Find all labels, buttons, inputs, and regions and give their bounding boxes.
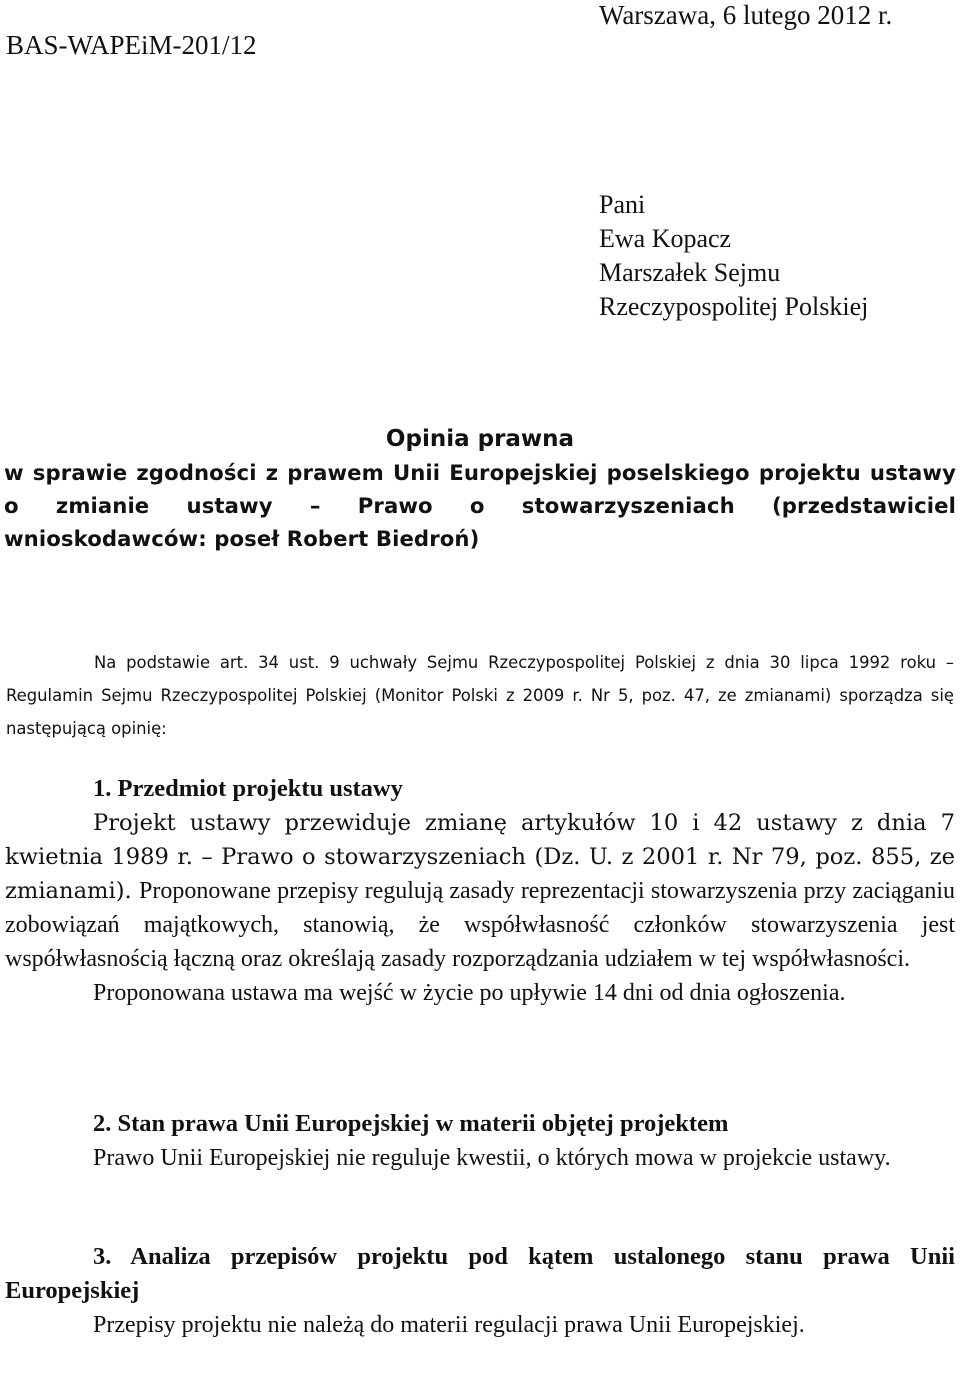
section-1-heading: 1. Przedmiot projektu ustawy <box>93 775 403 802</box>
section-1-paragraph-2: Proponowana ustawa ma wejść w życie po upływie 14 dni od dnia ogłoszenia. <box>93 980 846 1006</box>
addressee-salutation: Pani <box>599 190 646 219</box>
section-1-paragraph-1-part-b: Proponowane przepisy regulują zasady reprezentacji stowarzyszenia przy zaciąganiu zobowiązań majątkowych, stanowią, że współwłasność członków stowarzyszenia jest współwłasnością łączną oraz określają zasady rozporządzania udziałem w tej współwłasności. <box>5 878 955 972</box>
document-date: Warszawa, 6 lutego 2012 r. <box>599 0 893 30</box>
document-reference-number: BAS-WAPEiM-201/12 <box>6 30 257 60</box>
section-2-paragraph-1: Prawo Unii Europejskiej nie reguluje kwestii, o których mowa w projekcie ustawy. <box>93 1145 891 1171</box>
section-1-paragraph-1-part-a: Projekt ustawy przewiduje zmianę artykułów 10 i 42 ustawy z dnia 7 kwietnia 1989 r. – Prawo o stowarzyszeniach (Dz. U. z 2001 r. Nr 79, poz. 855, ze zmianami). <box>5 810 955 904</box>
opinion-title: Opinia prawna <box>385 426 575 452</box>
addressee-block <box>599 188 868 324</box>
section-2 <box>5 1107 955 1175</box>
addressee-institution: Rzeczypospolitej Polskiej <box>599 292 869 321</box>
intro-paragraph: Na podstawie art. 34 ust. 9 uchwały Sejmu Rzeczypospolitej Polskiej z dnia 30 lipca 1992 roku – Regulamin Sejmu Rzeczypospolitej Polskiej (Monitor Polski z 2009 r. Nr 5, poz. 47, ze zmianami) sporządza się następującą opinię: <box>6 653 954 738</box>
addressee-name: Ewa Kopacz <box>599 224 732 253</box>
section-3 <box>5 1240 955 1342</box>
section-3-paragraph-1: Przepisy projektu nie należą do materii regulacji prawa Unii Europejskiej. <box>93 1312 805 1338</box>
opinion-title-block <box>4 423 956 555</box>
section-2-heading: 2. Stan prawa Unii Europejskiej w materii objętej projektem <box>93 1110 729 1137</box>
section-1 <box>5 772 955 1010</box>
section-3-heading: 3. Analiza przepisów projektu pod kątem ustalonego stanu prawa Unii Europejskiej <box>5 1243 955 1304</box>
section-1-paragraph-1 <box>5 806 955 976</box>
opinion-subject: w sprawie zgodności z prawem Unii Europejskiej poselskiego projektu ustawy o zmianie ustawy – Prawo o stowarzyszeniach (przedstawiciel wnioskodawców: poseł Robert Biedroń) <box>4 460 956 551</box>
addressee-position: Marszałek Sejmu <box>599 258 781 287</box>
